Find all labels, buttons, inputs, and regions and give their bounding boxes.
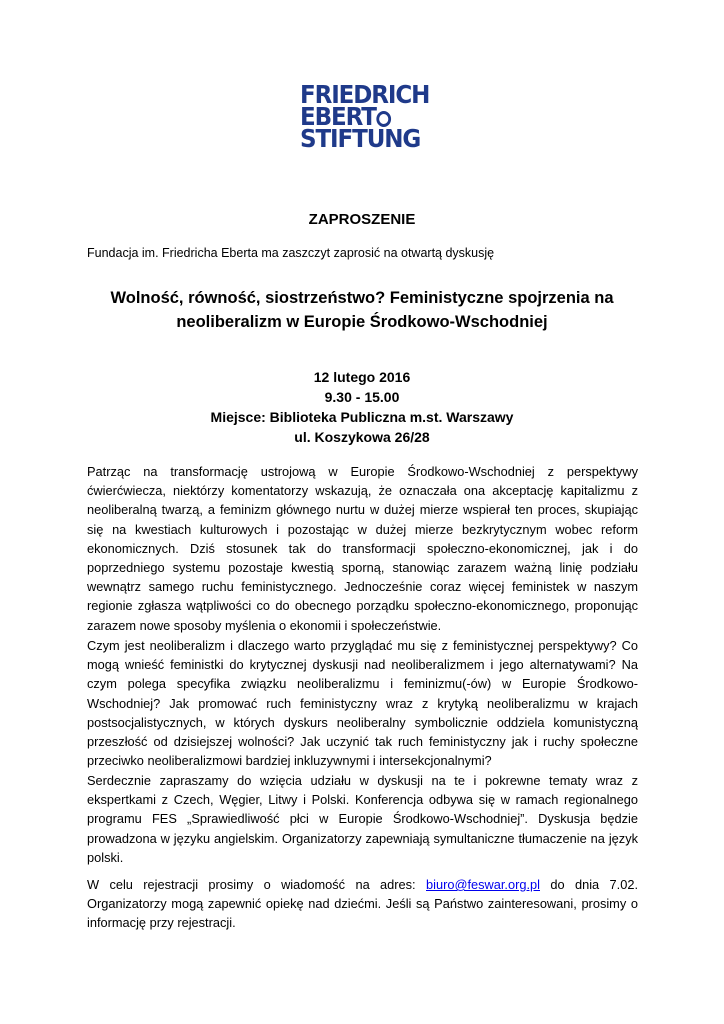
event-title <box>0 286 724 334</box>
paragraph-line: regionie zgłasza wątpliwości co do obecnego porządku społeczno-ekonomicznego, proponując <box>87 598 638 614</box>
paragraph-line: przeciwko neoliberalizmowi bardziej inkluzywnymi i intersekcjonalnymi? <box>87 753 492 769</box>
paragraph-line: się na kwestiach kulturowych i pozostając w dużej mierze bezkrytycznym wobec reform <box>87 521 638 537</box>
paragraph-line: postsocjalistycznych, w których dyskurs neoliberalny symbolicznie oddziela komunistyczną <box>87 714 638 730</box>
paragraph-line: czym polega specyfika związku neoliberalizmu i feminizmu(-ów) w Europie Środkowo- <box>87 676 638 692</box>
paragraph-line: poprzedniego systemu pozostaje kwestią sporną, stanowiąc zarazem ważną linię podziału <box>87 560 638 576</box>
paragraph-questions <box>87 636 638 770</box>
event-details <box>0 367 724 447</box>
intro-text: Fundacja im. Friedricha Eberta ma zaszczyt zaprosić na otwartą dyskusję <box>87 246 495 260</box>
logo-line-friedrich: FRIEDRICH <box>300 80 430 109</box>
paragraph-line: Serdecznie zapraszamy do wzięcia udziału w dyskusji na te i pokrewne tematy wraz z <box>87 773 638 788</box>
registration-text: W celu rejestracji prosimy o wiadomość na adres: <box>87 877 426 892</box>
paragraph-invitation <box>87 771 638 867</box>
paragraph-line: ekonomicznych. Dziś stosunek tak do transformacji społeczno-ekonomicznej, jak i do <box>87 540 638 556</box>
logo-ebert-text: EBERT <box>300 102 376 131</box>
paragraph-line: polski. <box>87 849 124 865</box>
event-address: ul. Koszykowa 26/28 <box>294 429 430 445</box>
paragraph-line: ekspertkami z Czech, Węgier, Litwy i Polski. Konferencja odbywa się w ramach regionalnego <box>87 792 638 808</box>
event-place: Miejsce: Biblioteka Publiczna m.st. Warszawy <box>210 409 514 425</box>
paragraph-line: Czym jest neoliberalizm i dlaczego warto przyglądać mu się z feministycznej perspektywy? Co <box>87 638 638 653</box>
invitation-heading: ZAPROSZENIE <box>308 211 416 228</box>
paragraph-line: ćwierćwiecza, niektórzy komentatorzy wskazują, że oznaczała ona akceptację kapitalizmu z <box>87 483 638 499</box>
event-date: 12 lutego 2016 <box>313 369 411 385</box>
paragraph-line: Patrząc na transformację ustrojową w Europie Środkowo-Wschodniej z perspektywy <box>87 464 638 479</box>
paragraph-line: informację przy rejestracji. <box>87 915 236 931</box>
paragraph-line: prowadzona w języku angielskim. Organizatorzy zapewniają symultaniczne tłumaczenie na język <box>87 830 638 846</box>
event-title-line: Wolność, równość, siostrzeństwo? Feministyczne spojrzenia na <box>110 289 614 307</box>
paragraph-registration <box>87 875 638 933</box>
paragraph-line: przeszłość od dzisiejszej wolności? Jak uczynić tak ruch feministyczny jak i ruchy społeczne <box>87 734 638 750</box>
paragraph-line: zarazem nowe sposoby myślenia o ekonomii i społeczeństwie. <box>87 617 442 633</box>
event-title-line: neoliberalizm w Europie Środkowo-Wschodniej <box>176 313 548 331</box>
paragraph-line: wewnątrz samego ruchu feministycznego. Jednocześnie coraz więcej feministek w naszym <box>87 579 638 595</box>
paragraph-line: programu FES „Sprawiedliwość płci w Europie Środkowo-Wschodniej”. Dyskusja będzie <box>87 811 638 827</box>
paragraph-line: neoliberalną twarzą, a feminizm głównego nurtu w dużej mierze wspierał ten proces, skupiając <box>87 502 638 518</box>
logo-line-stiftung: STIFTUNG <box>300 124 421 153</box>
email-link[interactable]: biuro@feswar.org.pl <box>426 877 540 892</box>
paragraph-line: Organizatorzy mogą zapewnić opiekę nad dziećmi. Jeśli są Państwo zainteresowani, prosimy o <box>87 896 638 912</box>
paragraph-transformation <box>87 462 638 635</box>
fes-logo <box>300 80 430 156</box>
paragraph-line: mogą wnieść feministki do krytycznej dyskusji nad neoliberalizmem i jego alternatywami? Na <box>87 657 638 673</box>
registration-deadline: do dnia 7.02. <box>540 877 638 892</box>
paragraph-line <box>87 875 638 894</box>
paragraph-line: Wschodniej? Jak promować ruch feministyczny wraz z krytyką neoliberalizmu w krajach <box>87 695 638 711</box>
event-time: 9.30 - 15.00 <box>324 389 400 405</box>
